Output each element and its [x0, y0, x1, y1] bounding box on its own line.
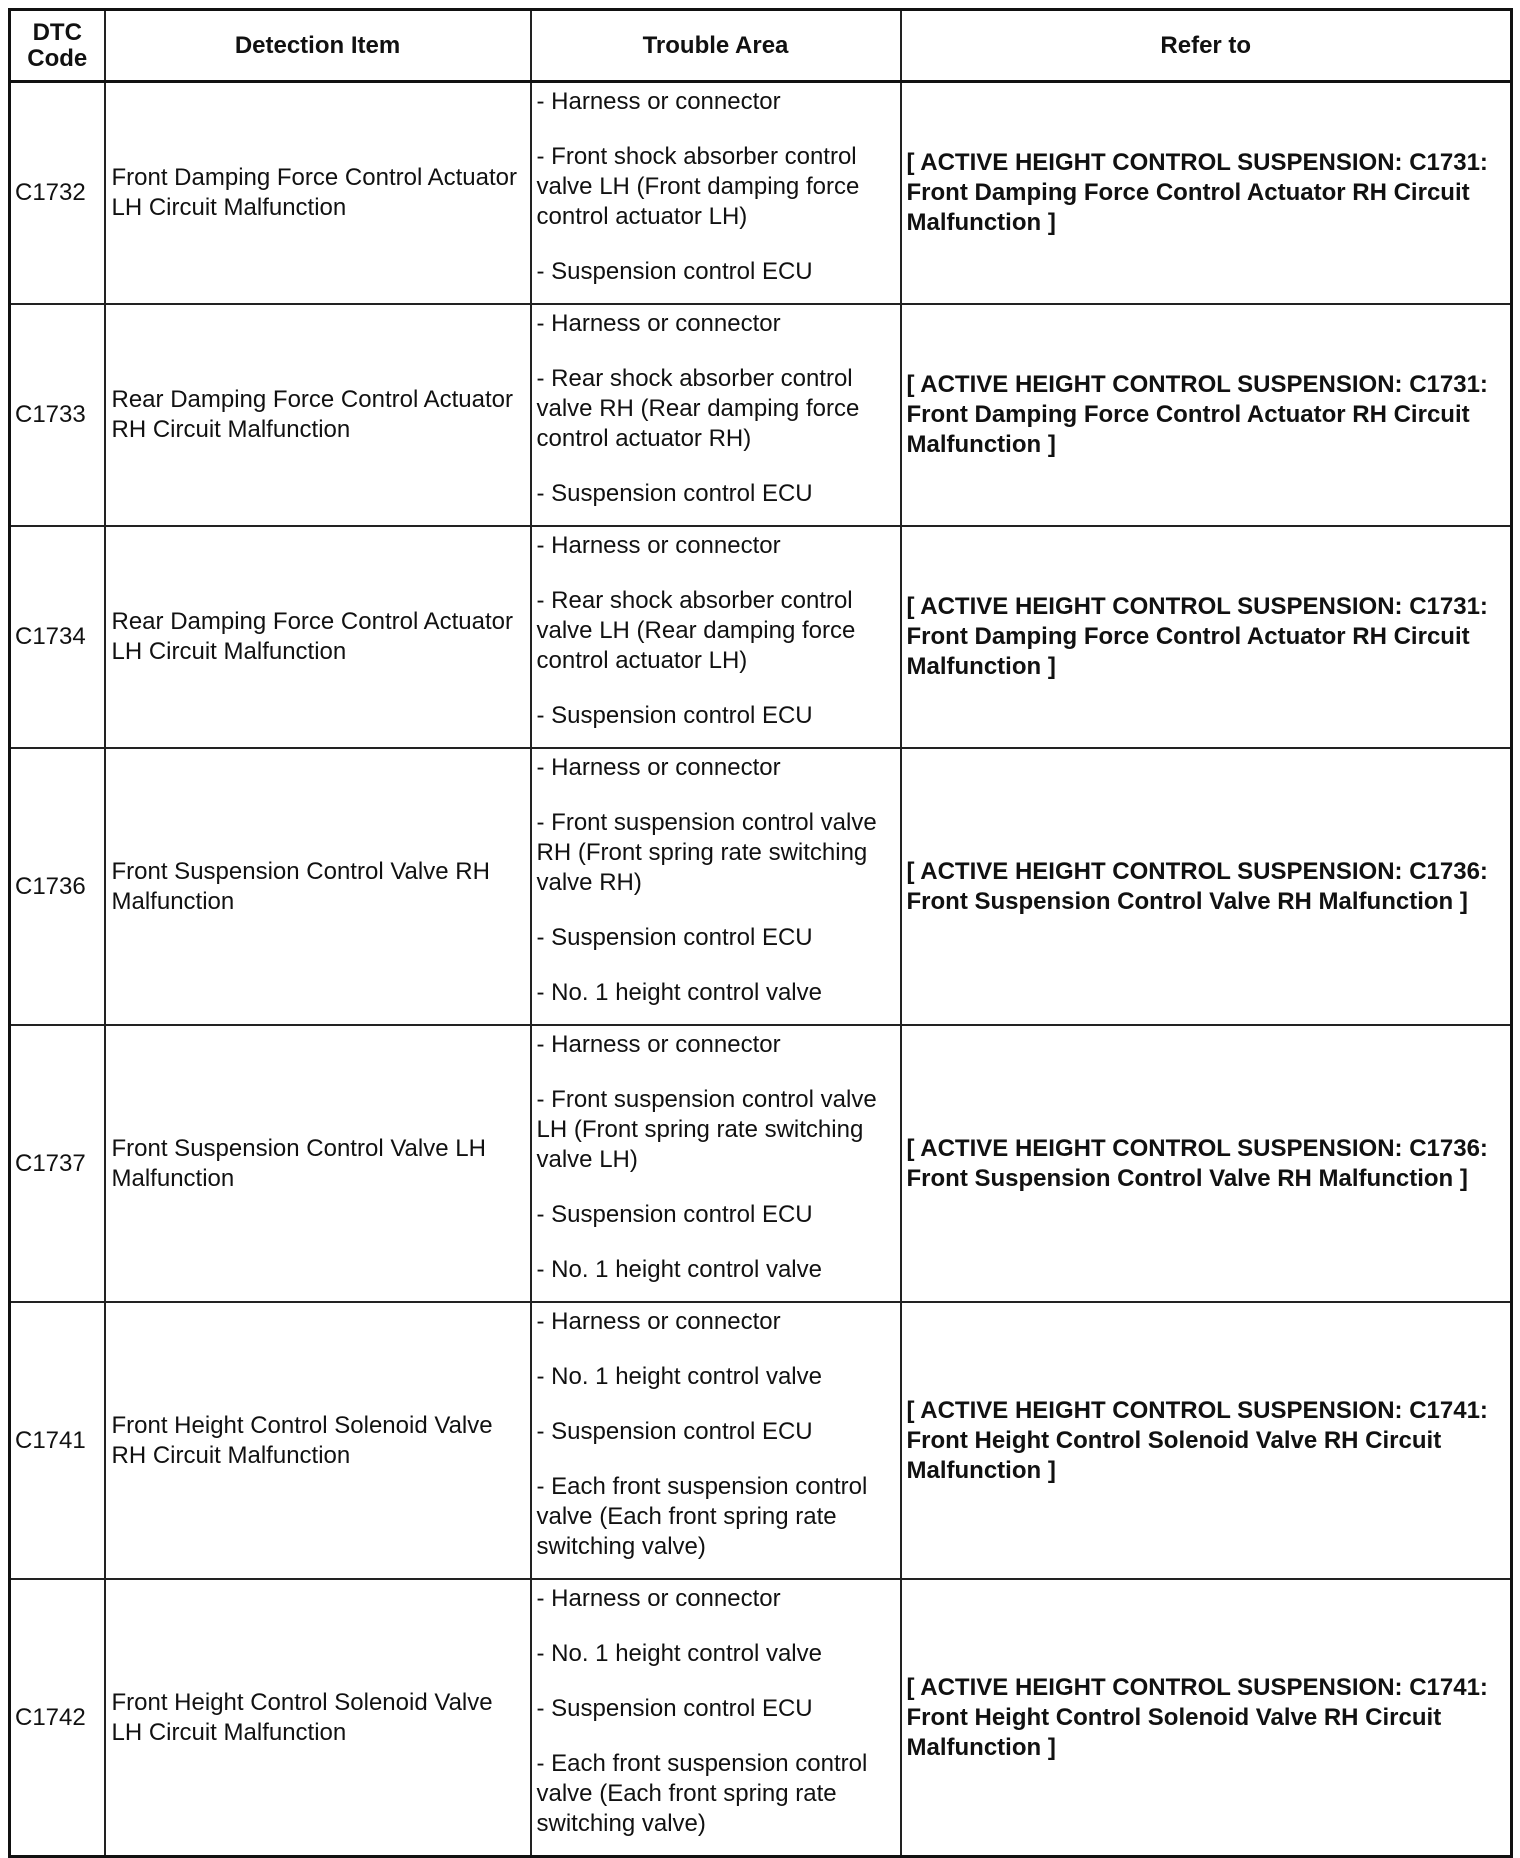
trouble-area-cell [531, 304, 901, 526]
trouble-area-item: - Front suspension control valve RH (Front spring rate switching valve RH) [536, 809, 877, 896]
header-trouble-area: Trouble Area [531, 10, 901, 82]
detection-item-cell: Front Suspension Control Valve LH Malfunction [105, 1025, 531, 1302]
header-row [10, 10, 1512, 82]
table-row [10, 748, 1512, 1025]
trouble-area-item: - Suspension control ECU [536, 480, 813, 507]
dtc-code-cell: C1734 [10, 526, 105, 748]
trouble-area-list [537, 753, 894, 1008]
header-refer-to: Refer to [901, 10, 1512, 82]
trouble-area-item: - Suspension control ECU [536, 702, 813, 729]
trouble-area-item: - Rear shock absorber control valve LH (Rear damping force control actuator LH) [536, 587, 856, 674]
trouble-area-list [537, 1307, 894, 1562]
refer-to-cell: [ ACTIVE HEIGHT CONTROL SUSPENSION: C1736: Front Suspension Control Valve RH Malfunction ] [901, 748, 1512, 1025]
trouble-area-cell [531, 526, 901, 748]
trouble-area-list [537, 87, 894, 287]
table-body [10, 82, 1512, 1857]
trouble-area-item: - No. 1 height control valve [536, 1256, 822, 1283]
dtc-code-cell: C1737 [10, 1025, 105, 1302]
trouble-area-cell [531, 1579, 901, 1857]
detection-item-cell: Front Suspension Control Valve RH Malfunction [105, 748, 531, 1025]
trouble-area-item: - No. 1 height control valve [536, 1640, 822, 1667]
trouble-area-item: - Harness or connector [536, 1031, 781, 1058]
trouble-area-cell [531, 1025, 901, 1302]
trouble-area-item: - Harness or connector [536, 1585, 781, 1612]
trouble-area-item: - Suspension control ECU [536, 1201, 813, 1228]
trouble-area-list [537, 531, 894, 731]
trouble-area-item: - Harness or connector [536, 88, 781, 115]
trouble-area-item: - No. 1 height control valve [536, 979, 822, 1006]
header-dtc-code-line2: Code [27, 44, 88, 72]
table-row [10, 1579, 1512, 1857]
trouble-area-item: - Suspension control ECU [536, 1695, 813, 1722]
table-row [10, 526, 1512, 748]
table-row [10, 304, 1512, 526]
trouble-area-item: - Each front suspension control valve (Each front spring rate switching valve) [536, 1750, 868, 1837]
trouble-area-cell [531, 1302, 901, 1579]
trouble-area-cell [531, 748, 901, 1025]
table-row [10, 82, 1512, 305]
dtc-table-container [8, 8, 1510, 1858]
dtc-code-cell: C1736 [10, 748, 105, 1025]
detection-item-cell: Front Height Control Solenoid Valve LH Circuit Malfunction [105, 1579, 531, 1857]
trouble-area-item: - Front suspension control valve LH (Front spring rate switching valve LH) [536, 1086, 877, 1173]
refer-to-cell: [ ACTIVE HEIGHT CONTROL SUSPENSION: C1741: Front Height Control Solenoid Valve RH Circuit Malfunction ] [901, 1579, 1512, 1857]
header-dtc-code [10, 10, 105, 82]
refer-to-cell: [ ACTIVE HEIGHT CONTROL SUSPENSION: C1741: Front Height Control Solenoid Valve RH Circuit Malfunction ] [901, 1302, 1512, 1579]
refer-to-cell: [ ACTIVE HEIGHT CONTROL SUSPENSION: C1731: Front Damping Force Control Actuator RH Circuit Malfunction ] [901, 304, 1512, 526]
dtc-code-cell: C1733 [10, 304, 105, 526]
table-header [10, 10, 1512, 82]
refer-to-cell: [ ACTIVE HEIGHT CONTROL SUSPENSION: C1731: Front Damping Force Control Actuator RH Circuit Malfunction ] [901, 526, 1512, 748]
refer-to-cell: [ ACTIVE HEIGHT CONTROL SUSPENSION: C1736: Front Suspension Control Valve RH Malfunction ] [901, 1025, 1512, 1302]
trouble-area-item: - Harness or connector [536, 310, 781, 337]
trouble-area-cell [531, 82, 901, 305]
detection-item-cell: Front Height Control Solenoid Valve RH Circuit Malfunction [105, 1302, 531, 1579]
trouble-area-item: - Harness or connector [536, 1308, 781, 1335]
dtc-code-cell: C1732 [10, 82, 105, 305]
dtc-table [8, 8, 1513, 1858]
trouble-area-item: - Suspension control ECU [536, 924, 813, 951]
trouble-area-list [537, 309, 894, 509]
detection-item-cell: Front Damping Force Control Actuator LH Circuit Malfunction [105, 82, 531, 305]
trouble-area-list [537, 1584, 894, 1839]
table-row [10, 1025, 1512, 1302]
detection-item-cell: Rear Damping Force Control Actuator LH Circuit Malfunction [105, 526, 531, 748]
dtc-code-cell: C1741 [10, 1302, 105, 1579]
trouble-area-item: - Harness or connector [536, 754, 781, 781]
trouble-area-item: - Suspension control ECU [536, 258, 813, 285]
header-detection-item: Detection Item [105, 10, 531, 82]
trouble-area-list [537, 1030, 894, 1285]
trouble-area-item: - Front shock absorber control valve LH (Front damping force control actuator LH) [536, 143, 860, 230]
dtc-code-cell: C1742 [10, 1579, 105, 1857]
refer-to-cell: [ ACTIVE HEIGHT CONTROL SUSPENSION: C1731: Front Damping Force Control Actuator RH Circuit Malfunction ] [901, 82, 1512, 305]
trouble-area-item: - Rear shock absorber control valve RH (Rear damping force control actuator RH) [536, 365, 860, 452]
trouble-area-item: - No. 1 height control valve [536, 1363, 822, 1390]
header-dtc-code-line1: DTC [32, 18, 82, 46]
table-row [10, 1302, 1512, 1579]
trouble-area-item: - Suspension control ECU [536, 1418, 813, 1445]
trouble-area-item: - Each front suspension control valve (Each front spring rate switching valve) [536, 1473, 868, 1560]
detection-item-cell: Rear Damping Force Control Actuator RH Circuit Malfunction [105, 304, 531, 526]
trouble-area-item: - Harness or connector [536, 532, 781, 559]
